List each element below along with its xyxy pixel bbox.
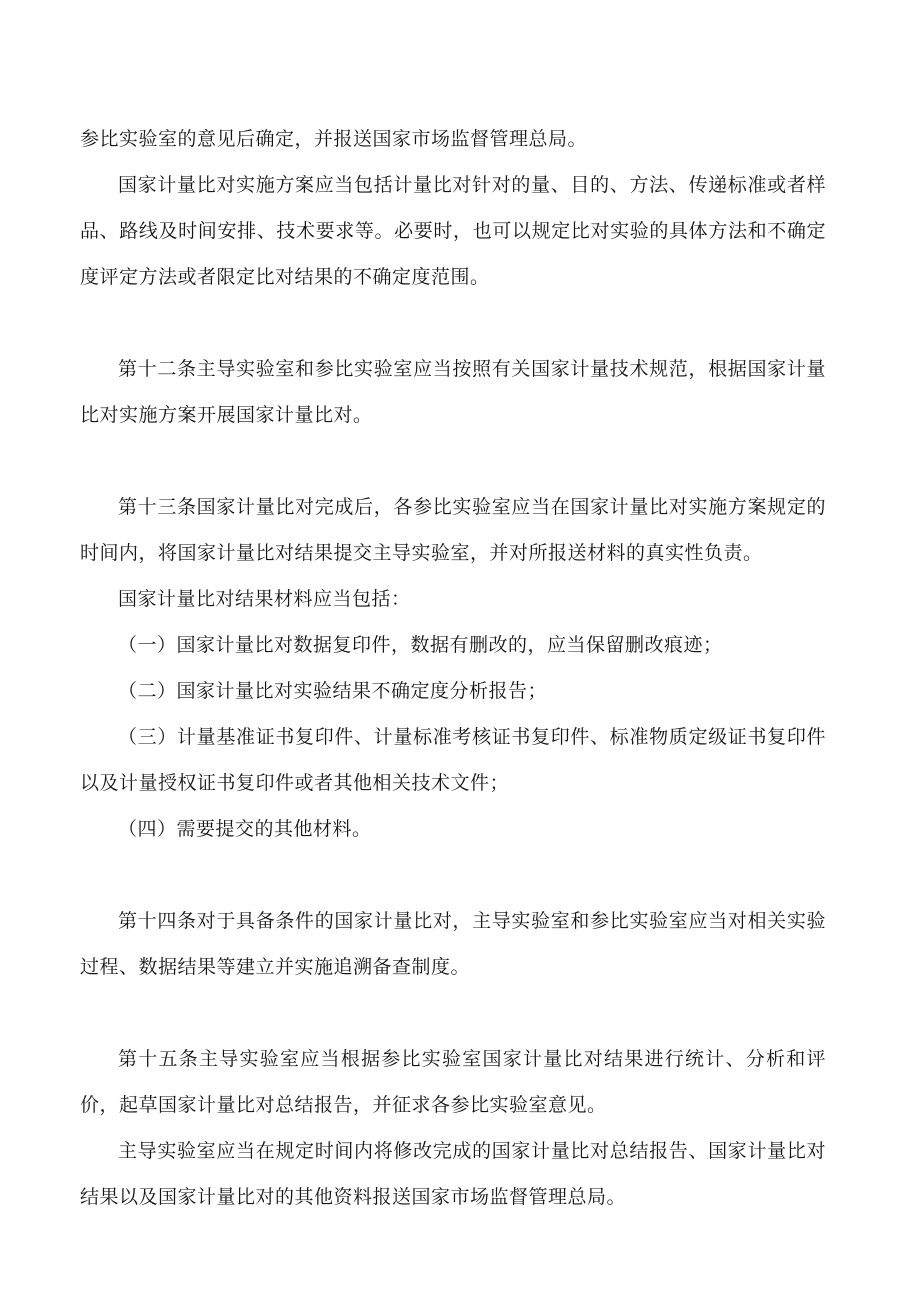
paragraph-continuation: 参比实验室的意见后确定，并报送国家市场监督管理总局。 [80,128,588,150]
list-item-4: （四）需要提交的其他材料。 [118,818,372,840]
paragraph-plan-contents: 国家计量比对实施方案应当包括计量比对针对的量、目的、方法、传递标准或者样品、路线及时间安排、技术要求等。必要时，也可以规定比对实验的具体方法和不确定度评定方法或者限定比对结果的不确定度范围。 [80,174,826,288]
list-item-2: （二）国家计量比对实验结果不确定度分析报告； [118,680,548,702]
paragraph-article-14: 第十四条对于具备条件的国家计量比对，主导实验室和参比实验室应当对相关实验过程、数据结果等建立并实施追溯备查制度。 [80,910,826,978]
document-body [80,116,826,1220]
list-item-1: （一）国家计量比对数据复印件，数据有删改的，应当保留删改痕迹； [118,634,723,656]
paragraph-spacer [80,438,826,484]
paragraph-summary-submission: 主导实验室应当在规定时间内将修改完成的国家计量比对总结报告、国家计量比对结果以及国家计量比对的其他资料报送国家市场监督管理总局。 [80,1140,826,1208]
paragraph-article-12: 第十二条主导实验室和参比实验室应当按照有关国家计量技术规范，根据国家计量比对实施方案开展国家计量比对。 [80,358,826,426]
paragraph-materials-intro: 国家计量比对结果材料应当包括： [118,588,411,610]
paragraph-spacer [80,300,826,346]
paragraph-article-13: 第十三条国家计量比对完成后，各参比实验室应当在国家计量比对实施方案规定的时间内，将国家计量比对结果提交主导实验室，并对所报送材料的真实性负责。 [80,496,826,564]
paragraph-spacer [80,990,826,1036]
paragraph-spacer [80,852,826,898]
list-item-3: （三）计量基准证书复印件、计量标准考核证书复印件、标准物质定级证书复印件以及计量授权证书复印件或者其他相关技术文件； [80,726,826,794]
paragraph-article-15: 第十五条主导实验室应当根据参比实验室国家计量比对结果进行统计、分析和评价，起草国家计量比对总结报告，并征求各参比实验室意见。 [80,1048,826,1116]
